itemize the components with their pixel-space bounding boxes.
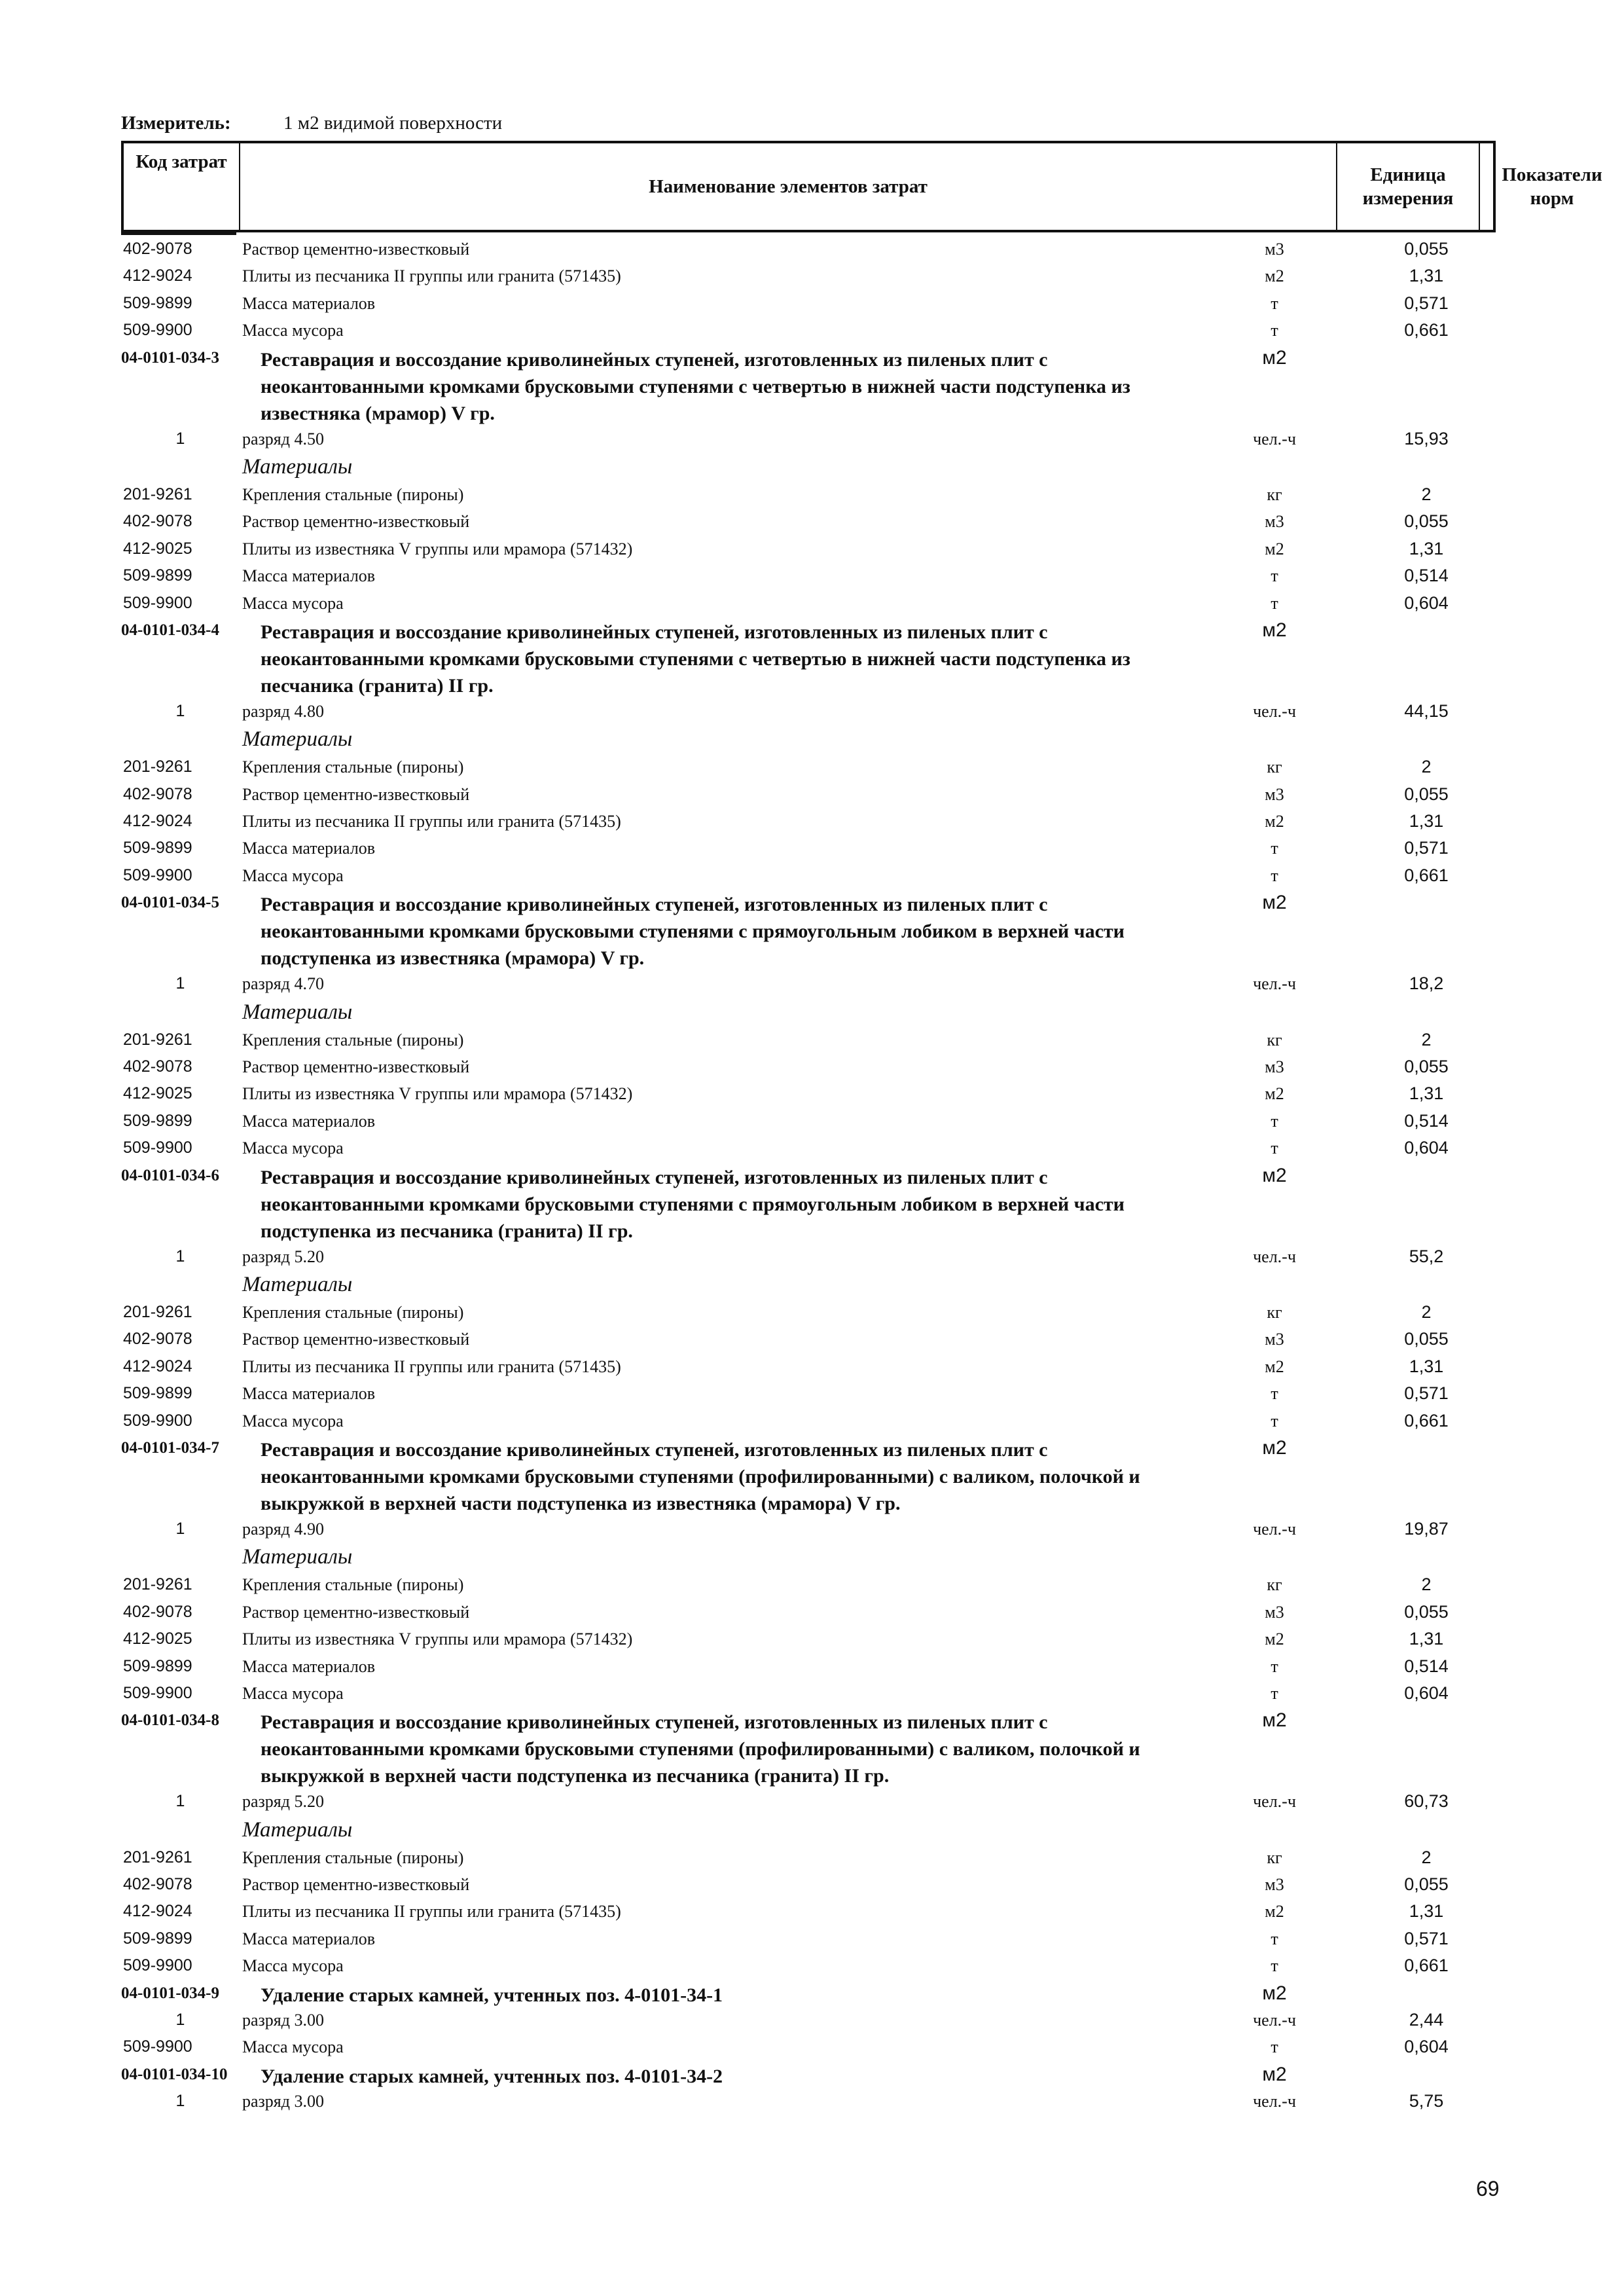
row-name: разряд 3.00 (242, 2092, 324, 2111)
row-name: Крепления стальные (пироны) (242, 484, 464, 504)
row-name: Масса материалов (242, 1111, 376, 1131)
section-unit: м2 (1262, 2063, 1287, 2085)
section-row (0, 889, 1624, 970)
row-code: 412-9025 (123, 1084, 192, 1103)
row-unit: чел.-ч (1253, 701, 1296, 721)
row-unit: м2 (1265, 1630, 1284, 1649)
table-row (0, 562, 1624, 589)
row-code: 1 (175, 2092, 185, 2111)
row-value: 55,2 (1409, 1246, 1444, 1266)
table-row (0, 1925, 1624, 1952)
row-code: 402-9078 (123, 512, 192, 531)
row-code: 412-9025 (123, 1630, 192, 1649)
row-unit: т (1271, 1656, 1278, 1676)
table-row (0, 1599, 1624, 1626)
section-title: Реставрация и воссоздание криволинейных ступеней, изготовленных из пиленых плит с неокантованными кромками брусковыми ступенями (профилированными) с валиком, полочкой и выкружкой в верхней части подступенка из песчаника (гранита) II гр. (261, 1711, 1140, 1787)
row-name: разряд 3.00 (242, 2011, 324, 2030)
row-value: 0,055 (1404, 511, 1449, 532)
row-unit: т (1271, 321, 1278, 340)
row-code: 1 (175, 2011, 185, 2030)
row-value: 1,31 (1409, 538, 1444, 558)
row-name: Плиты из песчаника II группы или гранита (571435) (242, 812, 621, 831)
row-name: Раствор цементно-известковый (242, 1057, 470, 1077)
row-name: Раствор цементно-известковый (242, 1875, 470, 1895)
row-name: Плиты из песчаника II группы или гранита (571435) (242, 1357, 621, 1376)
row-value: 0,661 (1404, 1410, 1449, 1430)
row-code: 509-9899 (123, 566, 192, 585)
row-unit: м2 (1265, 1902, 1284, 1922)
row-code: 201-9261 (123, 1030, 192, 1049)
row-code: 509-9900 (123, 1956, 192, 1975)
table-row (0, 1653, 1624, 1680)
row-unit: т (1271, 566, 1278, 586)
row-name: Раствор цементно-известковый (242, 240, 470, 259)
row-value: 2 (1421, 484, 1432, 504)
table-row (0, 2033, 1624, 2060)
row-code: 201-9261 (123, 484, 192, 503)
materials-heading (0, 1270, 1624, 1299)
row-unit: м3 (1265, 240, 1284, 259)
row-value: 0,571 (1404, 293, 1449, 313)
row-unit: м2 (1265, 266, 1284, 286)
materials-label: Материалы (242, 1545, 353, 1569)
table-row (0, 508, 1624, 535)
row-value: 1,31 (1409, 1084, 1444, 1104)
row-name: Плиты из известняка V группы или мрамора (571432) (242, 1084, 633, 1104)
row-value: 2 (1421, 1302, 1432, 1322)
row-name: Раствор цементно-известковый (242, 1330, 470, 1349)
row-name: Плиты из песчаника II группы или гранита (571435) (242, 266, 621, 286)
table-row (0, 481, 1624, 508)
row-value: 18,2 (1409, 974, 1444, 994)
row-name: Масса мусора (242, 1683, 344, 1703)
row-name: Крепления стальные (пироны) (242, 1575, 464, 1595)
row-value: 0,571 (1404, 1383, 1449, 1404)
row-value: 44,15 (1404, 701, 1449, 721)
row-unit: т (1271, 293, 1278, 313)
row-name: Масса мусора (242, 2037, 344, 2057)
materials-heading (0, 1815, 1624, 1844)
row-unit: т (1271, 1384, 1278, 1404)
table-row (0, 1408, 1624, 1434)
meter-value: 1 м2 видимой поверхности (283, 113, 503, 134)
row-code: 412-9024 (123, 266, 192, 285)
row-code: 509-9899 (123, 1111, 192, 1130)
row-value: 2 (1421, 1029, 1432, 1049)
row-unit: чел.-ч (1253, 2092, 1296, 2111)
row-name: Масса материалов (242, 839, 376, 858)
row-name: разряд 5.20 (242, 1247, 324, 1266)
row-unit: кг (1267, 1575, 1282, 1595)
row-name: Масса материалов (242, 1384, 376, 1404)
section-row (0, 1980, 1624, 2007)
section-title: Удаление старых камней, учтенных поз. 4-0101-34-1 (261, 1984, 723, 2006)
row-value: 1,31 (1409, 1629, 1444, 1649)
table-row (0, 1135, 1624, 1161)
section-row (0, 617, 1624, 698)
row-unit: т (1271, 866, 1278, 885)
section-row (0, 1434, 1624, 1516)
row-unit: чел.-ч (1253, 429, 1296, 448)
section-row (0, 344, 1624, 426)
section-code: 04-0101-034-9 (121, 1984, 219, 2002)
row-value: 0,661 (1404, 320, 1449, 340)
row-name: Раствор цементно-известковый (242, 512, 470, 532)
row-code: 402-9078 (123, 784, 192, 803)
row-name: Масса материалов (242, 1929, 376, 1948)
table-row (0, 1788, 1624, 1815)
materials-label: Материалы (242, 727, 353, 752)
row-unit: м2 (1265, 812, 1284, 831)
table-row (0, 426, 1624, 452)
row-value: 2 (1421, 757, 1432, 777)
table-row (0, 317, 1624, 344)
row-unit: м3 (1265, 512, 1284, 532)
row-unit: кг (1267, 484, 1282, 504)
section-code: 04-0101-034-5 (121, 894, 219, 912)
table-row (0, 781, 1624, 808)
row-code: 1 (175, 974, 185, 993)
row-value: 0,055 (1404, 1601, 1449, 1622)
row-value: 0,661 (1404, 865, 1449, 885)
section-code: 04-0101-034-10 (121, 2065, 228, 2083)
row-value: 1,31 (1409, 811, 1444, 831)
section-title: Реставрация и воссоздание криволинейных ступеней, изготовленных из пиленых плит с неокантованными кромками брусковыми ступенями (профилированными) с валиком, полочкой и выкружкой в верхней части подступенка из известняка (мрамора) V гр. (261, 1438, 1140, 1514)
section-unit: м2 (1262, 892, 1287, 914)
table-row (0, 263, 1624, 289)
row-code: 412-9024 (123, 1902, 192, 1921)
row-code: 1 (175, 429, 185, 448)
row-unit: чел.-ч (1253, 974, 1296, 994)
row-name: Масса мусора (242, 321, 344, 340)
row-value: 1,31 (1409, 1356, 1444, 1376)
row-code: 412-9024 (123, 812, 192, 831)
row-unit: т (1271, 1929, 1278, 1948)
table-row (0, 970, 1624, 997)
table-row (0, 1299, 1624, 1326)
section-title: Реставрация и воссоздание криволинейных ступеней, изготовленных из пиленых плит с неокантованными кромками брусковыми ступенями с четвертью в нижней части подступенка из песчаника (гранита) II гр. (261, 621, 1130, 697)
table-body (0, 236, 1624, 2115)
row-unit: т (1271, 1411, 1278, 1430)
table-row (0, 590, 1624, 617)
row-name: Масса мусора (242, 1139, 344, 1158)
row-value: 0,055 (1404, 1329, 1449, 1349)
row-name: Плиты из песчаника II группы или гранита (571435) (242, 1902, 621, 1922)
row-value: 60,73 (1404, 1791, 1449, 1812)
row-value: 0,514 (1404, 1110, 1449, 1131)
row-name: Масса материалов (242, 293, 376, 313)
table-row (0, 1108, 1624, 1135)
table-row (0, 1053, 1624, 1080)
row-name: Масса мусора (242, 1956, 344, 1976)
row-value: 0,514 (1404, 1656, 1449, 1676)
table-row (0, 1353, 1624, 1380)
row-value: 0,604 (1404, 2037, 1449, 2057)
row-name: Масса материалов (242, 1656, 376, 1676)
row-unit: т (1271, 1956, 1278, 1976)
row-unit: м3 (1265, 1057, 1284, 1077)
row-code: 402-9078 (123, 1602, 192, 1621)
row-value: 0,055 (1404, 239, 1449, 259)
row-name: разряд 4.80 (242, 701, 324, 721)
row-code: 509-9899 (123, 1929, 192, 1948)
row-value: 19,87 (1404, 1518, 1449, 1539)
section-unit: м2 (1262, 1709, 1287, 1732)
row-unit: чел.-ч (1253, 1247, 1296, 1266)
materials-label: Материалы (242, 1272, 353, 1296)
row-value: 0,604 (1404, 592, 1449, 613)
table-row (0, 1844, 1624, 1871)
table-row (0, 290, 1624, 317)
table-row (0, 754, 1624, 780)
row-name: Масса мусора (242, 1411, 344, 1430)
row-value: 15,93 (1404, 428, 1449, 448)
row-unit: т (1271, 2037, 1278, 2057)
section-code: 04-0101-034-4 (121, 621, 219, 639)
row-unit: кг (1267, 1030, 1282, 1049)
section-title: Реставрация и воссоздание криволинейных ступеней, изготовленных из пиленых плит с неокантованными кромками брусковыми ступенями с прямоугольным лобиком в верхней части подступенка из известняка (мрамора) V гр. (261, 894, 1125, 970)
row-unit: м3 (1265, 1330, 1284, 1349)
row-name: Плиты из известняка V группы или мрамора (571432) (242, 539, 633, 558)
row-name: разряд 4.90 (242, 1519, 324, 1539)
table-row (0, 1326, 1624, 1353)
row-code: 402-9078 (123, 240, 192, 258)
section-unit: м2 (1262, 1164, 1287, 1186)
materials-label: Материалы (242, 1000, 353, 1024)
row-code: 509-9899 (123, 1656, 192, 1675)
row-unit: кг (1267, 1302, 1282, 1322)
row-code: 509-9899 (123, 839, 192, 858)
row-value: 0,604 (1404, 1138, 1449, 1158)
header-code: Код затрат (135, 151, 227, 172)
page-number: 69 (1476, 2177, 1500, 2200)
row-unit: чел.-ч (1253, 1792, 1296, 1812)
section-code: 04-0101-034-6 (121, 1166, 219, 1184)
table-row (0, 1871, 1624, 1898)
table-row (0, 1243, 1624, 1270)
row-name: разряд 5.20 (242, 1792, 324, 1812)
materials-heading (0, 1542, 1624, 1571)
section-title: Реставрация и воссоздание криволинейных ступеней, изготовленных из пиленых плит с неокантованными кромками брусковыми ступенями с четвертью в нижней части подступенка из известняка (мрамор) V гр. (261, 348, 1130, 424)
row-code: 1 (175, 1247, 185, 1266)
row-unit: т (1271, 1139, 1278, 1158)
section-unit: м2 (1262, 346, 1287, 369)
row-value: 5,75 (1409, 2091, 1444, 2111)
row-name: разряд 4.70 (242, 974, 324, 994)
row-name: разряд 4.50 (242, 429, 324, 448)
materials-heading (0, 452, 1624, 481)
row-code: 402-9078 (123, 1330, 192, 1349)
table-row (0, 1680, 1624, 1707)
row-unit: т (1271, 593, 1278, 613)
row-unit: м2 (1265, 1084, 1284, 1104)
table-header (121, 141, 1602, 232)
row-unit: т (1271, 1683, 1278, 1703)
table-row (0, 862, 1624, 889)
section-code: 04-0101-034-8 (121, 1711, 219, 1730)
row-unit: кг (1267, 1848, 1282, 1867)
row-code: 509-9899 (123, 1384, 192, 1403)
row-code: 509-9900 (123, 1683, 192, 1702)
row-code: 201-9261 (123, 1848, 192, 1867)
section-row (0, 2061, 1624, 2088)
row-unit: чел.-ч (1253, 2011, 1296, 2030)
materials-heading (0, 998, 1624, 1027)
row-code: 201-9261 (123, 757, 192, 776)
table-row (0, 536, 1624, 562)
row-code: 509-9899 (123, 293, 192, 312)
row-value: 2 (1421, 1847, 1432, 1867)
row-name: Плиты из известняка V группы или мрамора (571432) (242, 1630, 633, 1649)
row-code: 1 (175, 701, 185, 720)
row-code: 412-9024 (123, 1357, 192, 1376)
row-value: 2 (1421, 1575, 1432, 1595)
row-code: 509-9900 (123, 866, 192, 884)
header-norm: Показатели норм (1479, 143, 1624, 230)
row-unit: т (1271, 1111, 1278, 1131)
table-row (0, 1380, 1624, 1407)
table-row (0, 835, 1624, 862)
row-code: 201-9261 (123, 1575, 192, 1594)
row-value: 0,055 (1404, 784, 1449, 804)
row-unit: м2 (1265, 1357, 1284, 1376)
row-unit: м3 (1265, 784, 1284, 804)
section-row (0, 1707, 1624, 1788)
meter-label: Измеритель: (121, 113, 231, 134)
header-code-extension (121, 232, 236, 235)
row-value: 0,571 (1404, 1928, 1449, 1948)
table-row (0, 1027, 1624, 1053)
row-value: 0,571 (1404, 838, 1449, 858)
table-row (0, 1626, 1624, 1652)
table-row (0, 698, 1624, 725)
table-row (0, 2007, 1624, 2033)
row-code: 402-9078 (123, 1057, 192, 1076)
row-name: Крепления стальные (пироны) (242, 1848, 464, 1867)
section-title: Реставрация и воссоздание криволинейных ступеней, изготовленных из пиленых плит с неокантованными кромками брусковыми ступенями с прямоугольным лобиком в верхней части подступенка из песчаника (гранита) II гр. (261, 1166, 1125, 1242)
section-code: 04-0101-034-3 (121, 348, 219, 367)
row-value: 0,055 (1404, 1874, 1449, 1895)
row-name: Масса мусора (242, 866, 344, 885)
row-code: 201-9261 (123, 1302, 192, 1321)
row-name: Масса материалов (242, 566, 376, 586)
row-code: 509-9900 (123, 1411, 192, 1430)
section-title: Удаление старых камней, учтенных поз. 4-0101-34-2 (261, 2065, 723, 2087)
row-code: 509-9900 (123, 593, 192, 612)
row-code: 412-9025 (123, 539, 192, 558)
table-row (0, 1571, 1624, 1598)
section-unit: м2 (1262, 1436, 1287, 1459)
materials-label: Материалы (242, 1817, 353, 1842)
header-name: Наименование элементов затрат (239, 143, 1336, 230)
row-code: 1 (175, 1519, 185, 1538)
table-row (0, 2088, 1624, 2115)
materials-heading (0, 725, 1624, 754)
section-row (0, 1162, 1624, 1243)
row-value: 0,661 (1404, 1956, 1449, 1976)
row-code: 509-9900 (123, 2037, 192, 2056)
row-code: 509-9900 (123, 321, 192, 340)
section-unit: м2 (1262, 1982, 1287, 2004)
table-row (0, 1516, 1624, 1542)
row-code: 402-9078 (123, 1875, 192, 1894)
row-unit: чел.-ч (1253, 1519, 1296, 1539)
table-row (0, 1898, 1624, 1925)
section-unit: м2 (1262, 619, 1287, 641)
row-name: Раствор цементно-известковый (242, 784, 470, 804)
row-name: Крепления стальные (пироны) (242, 1030, 464, 1049)
row-value: 1,31 (1409, 1901, 1444, 1922)
materials-label: Материалы (242, 454, 353, 479)
row-unit: м3 (1265, 1602, 1284, 1622)
row-value: 0,514 (1404, 566, 1449, 586)
row-value: 1,31 (1409, 266, 1444, 286)
row-unit: кг (1267, 757, 1282, 777)
row-value: 0,604 (1404, 1683, 1449, 1703)
row-name: Раствор цементно-известковый (242, 1602, 470, 1622)
row-code: 1 (175, 1792, 185, 1811)
table-row (0, 808, 1624, 835)
row-code: 509-9900 (123, 1139, 192, 1157)
table-row (0, 1952, 1624, 1979)
row-unit: т (1271, 839, 1278, 858)
row-unit: м3 (1265, 1875, 1284, 1895)
row-unit: м2 (1265, 539, 1284, 558)
row-value: 0,055 (1404, 1057, 1449, 1077)
row-name: Крепления стальные (пироны) (242, 757, 464, 777)
section-code: 04-0101-034-7 (121, 1438, 219, 1457)
header-unit: Единица измерения (1336, 143, 1479, 230)
row-name: Крепления стальные (пироны) (242, 1302, 464, 1322)
meter-line (121, 113, 502, 139)
row-name: Масса мусора (242, 593, 344, 613)
table-row (0, 236, 1624, 263)
table-row (0, 1080, 1624, 1107)
row-value: 2,44 (1409, 2010, 1444, 2030)
